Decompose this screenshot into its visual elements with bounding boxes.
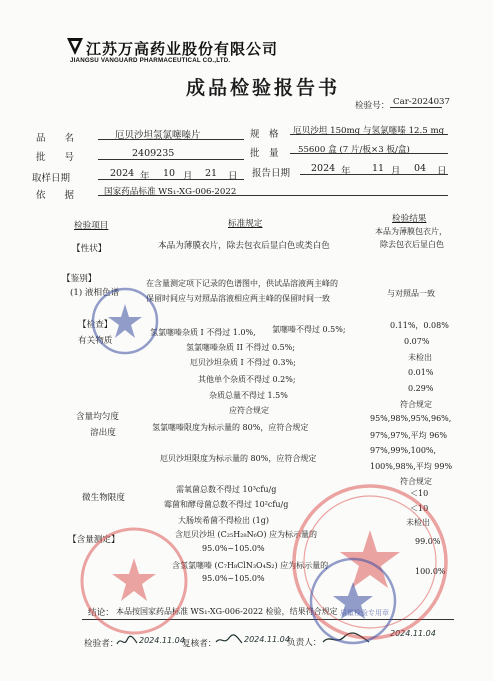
- conclusion-label: 结论：: [88, 608, 114, 618]
- check-item: 【检查】: [78, 320, 113, 330]
- micro-result-2: ＜10: [410, 504, 429, 513]
- uniformity-standard: 应符合规定: [229, 406, 269, 415]
- report-no-value: Car-2024037: [393, 97, 450, 107]
- batch-value: 2409235: [132, 148, 175, 159]
- tester-date: 2024.11.04: [139, 636, 185, 645]
- day-char: 日: [437, 166, 447, 177]
- basis-label: 依 据: [36, 190, 75, 201]
- tester-label: 检验者：: [84, 639, 119, 649]
- assay-standard-2: 95.0%~105.0%: [202, 544, 265, 553]
- dissolution-result-2: 97%,99%,100%,: [370, 446, 437, 455]
- related-3-result: 未检出: [408, 353, 432, 362]
- report-date-label: 报告日期: [252, 168, 291, 179]
- assay-standard-1: 含厄贝沙坦 (C₂₅H₂₈N₆O) 应为标示量的: [175, 530, 318, 539]
- product-label: 品 名: [36, 133, 75, 144]
- header-standard: 标准规定: [228, 219, 263, 229]
- micro-standard-1: 需氧菌总数不得过 10³cfu/g: [176, 485, 277, 494]
- reviewer-label: 复核者：: [182, 639, 217, 649]
- report-day: 04: [414, 163, 427, 174]
- appearance-item: 【性状】: [72, 244, 107, 254]
- header-item: 检验项目: [74, 221, 109, 231]
- dissolution-3-result: 100%,98%,平均 99%: [370, 462, 453, 471]
- related-standard-b: 氯噻嗪不得过 0.5%;: [272, 325, 346, 334]
- assay-item: 【含量测定】: [68, 535, 120, 545]
- day-char: 日: [228, 171, 238, 182]
- month-char: 月: [391, 166, 401, 177]
- micro-standard-3: 大肠埃希菌不得检出 (1g): [178, 516, 269, 525]
- basis-value: 国家药品标准 WS₁-XG-006-2022: [104, 187, 237, 197]
- quantity-label: 批 量: [250, 148, 279, 159]
- responsible-date: 2024.11.04: [390, 629, 436, 638]
- sampling-day: 21: [205, 168, 218, 179]
- related-result: 0.11%，0.08%: [390, 321, 449, 330]
- spec-label: 规 格: [250, 129, 279, 140]
- identify-1-item: (1) 液相色谱: [70, 288, 120, 298]
- assay-2-standard-1: 含氢氯噻嗪 (C₇H₈ClN₃O₄S₂) 应为标示量的: [172, 561, 329, 570]
- assay-2-standard-2: 95.0%~105.0%: [202, 574, 265, 583]
- year-char: 年: [140, 171, 150, 182]
- company-name-en: JIANGSU VANGUARD PHARMACEUTICAL CO.,LTD.: [70, 57, 231, 64]
- product-value: 厄贝沙坦氢氯噻嗪片: [115, 130, 201, 141]
- related-item: 有关物质: [78, 336, 113, 346]
- report-no-label: 检验号：: [355, 101, 390, 111]
- blue-stamp-bottom-icon: [308, 556, 398, 646]
- company-logo-icon: [66, 36, 84, 56]
- month-char: 月: [183, 171, 193, 182]
- year-char: 年: [341, 166, 351, 177]
- assay-result: 99.0%: [415, 537, 441, 546]
- batch-label: 批 号: [36, 152, 75, 163]
- appearance-result-1: 本品为薄膜包衣片，: [375, 227, 447, 236]
- dissolution-item: 溶出度: [90, 428, 116, 438]
- company-name-cn: 江苏万高药业股份有限公司: [86, 40, 279, 58]
- conclusion-text: 本品按国家药品标准 WS₁-XG-006-2022 检验，结果符合规定: [116, 607, 338, 616]
- identify-item: 【鉴别】: [62, 274, 97, 284]
- related-5-standard: 杂质总量不得过 1.5%: [209, 391, 288, 400]
- assay-2-result: 100.0%: [415, 567, 446, 576]
- identify-1-standard-1: 在含量测定项下记录的色谱图中，供试品溶液两主峰的: [146, 279, 338, 288]
- related-4-standard: 其他单个杂质不得过 0.2%;: [198, 375, 296, 384]
- report-year: 2024: [311, 163, 336, 174]
- related-standard-a: 氢氯噻嗪杂质 I 不得过 1.0%,: [150, 328, 256, 337]
- red-stamp-left-icon: [78, 525, 190, 637]
- dissolution-standard: 氢氯噻嗪限度为标示量的 80%，应符合规定: [152, 423, 309, 432]
- quantity-value: 55600 盒 (7 片/板×3 板/盒): [298, 145, 410, 155]
- dissolution-3-standard: 厄贝沙坦限度为标示量的 80%，应符合规定: [160, 454, 317, 463]
- uniformity-result-2: 95%,98%,95%,96%,: [370, 414, 452, 423]
- stamp-caption: 质量检验专用章: [340, 609, 389, 617]
- related-4-result: 0.01%: [408, 368, 434, 377]
- dissolution-result: 97%,97%,平均 96%: [370, 431, 447, 440]
- responsible-label: 负责人：: [287, 638, 322, 648]
- sampling-year: 2024: [110, 168, 135, 179]
- tester-signature-icon: [116, 635, 138, 649]
- micro-result-3: 未检出: [406, 518, 430, 527]
- identify-1-standard-2: 保留时间应与对照品溶液相应两主峰的保留时间一致: [146, 294, 330, 303]
- identify-1-result: 与对照品一致: [387, 289, 435, 298]
- appearance-standard: 本品为薄膜衣片，除去包衣后显白色或类白色: [158, 241, 330, 251]
- appearance-result-2: 除去包衣后显白色: [380, 240, 444, 249]
- report-title: 成品检验报告书: [186, 77, 341, 99]
- reviewer-signature-icon: [215, 634, 243, 648]
- spec-value: 厄贝沙坦 150mg 与氢氯噻嗪 12.5 mg: [293, 126, 445, 136]
- micro-standard-2: 霉菌和酵母菌总数不得过 10²cfu/g: [164, 500, 289, 509]
- report-month: 11: [372, 163, 385, 174]
- sampling-month: 10: [163, 168, 176, 179]
- uniformity-result: 符合规定: [400, 400, 432, 409]
- related-5-result: 0.29%: [408, 384, 434, 393]
- uniformity-item: 含量均匀度: [76, 412, 119, 422]
- related-2-standard: 氢氯噻嗪杂质 II 不得过 0.5%;: [186, 343, 295, 352]
- sampling-date-label: 取样日期: [32, 173, 71, 184]
- related-2-result: 0.07%: [404, 337, 430, 346]
- header-result: 检验结果: [392, 214, 427, 224]
- related-3-standard: 厄贝沙坦杂质 I 不得过 0.3%;: [190, 358, 296, 367]
- dissolution-4-result: 符合规定: [400, 477, 432, 486]
- reviewer-date: 2024.11.04: [244, 635, 290, 644]
- micro-item: 微生物限度: [82, 493, 125, 503]
- blue-stamp-icon: [90, 286, 160, 356]
- micro-result-1: ＜10: [410, 489, 429, 498]
